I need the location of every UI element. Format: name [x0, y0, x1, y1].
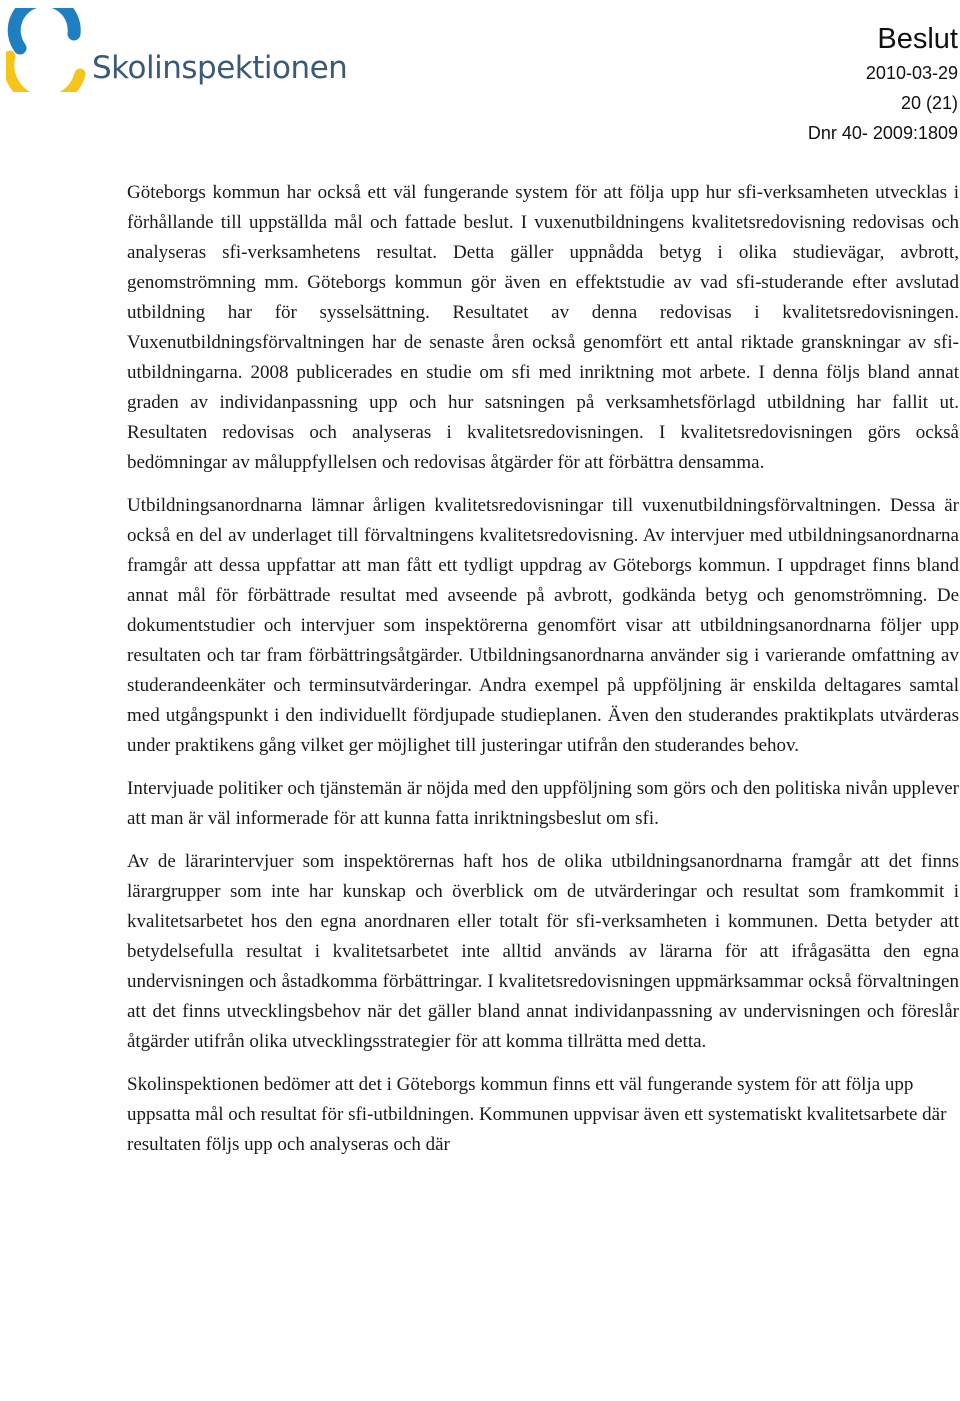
reference-number: Dnr 40- 2009:1809: [807, 123, 958, 143]
document-type: Beslut: [877, 23, 958, 55]
page-number: 20 (21): [900, 93, 958, 113]
document-date: 2010-03-29: [865, 63, 958, 83]
paragraph: Intervjuade politiker och tjänstemän är nöjda med den uppföljning som görs och den politiska nivån upplever att man är väl informerade för att kunna fatta inriktningsbeslut om sfi.: [127, 778, 959, 829]
paragraph: Av de lärarintervjuer som inspektörernas haft hos de olika utbildningsanordnarna framgår att det finns lärargrupper som inte har kunskap och överblick om de utvärderingar och resultat som framkommit i kvalitetsarbetet hos den egna anordnaren eller totalt för sfi-verksamheten i kommunen. Detta betyder att betydelsefulla resultat i kvalitetsarbetet inte alltid används av lärarna för att ifrågasätta den egna undervisningen och åstadkomma förbättringar. I kvalitetsredovisningen uppmärksammar också förvaltningen att det finns utvecklingsbehov när det gäller bland annat individanpassning av undervisningen och föreslår åtgärder utifrån olika utvecklingsstrategier för att komma tillrätta med detta.: [127, 851, 959, 1052]
document-meta: [808, 20, 958, 148]
skolinspektionen-logo: [6, 8, 346, 92]
paragraph: Göteborgs kommun har också ett väl fungerande system för att följa upp hur sfi-verksamheten utvecklas i förhållande till uppställda mål och fattade beslut. I vuxenutbildningens kvalitetsredovisning redovisas och analyseras sfi-verksamhetens resultat. Detta gäller uppnådda betyg i olika studievägar, avbrott, genomströmning mm. Göteborgs kommun gör även en effektstudie av vad sfi-studerande efter avslutad utbildning har för sysselsättning. Resultatet av denna redovisas i kvalitetsredovisningen. Vuxenutbildningsförvaltningen har de senaste åren också genomfört ett antal riktade granskningar av sfi-utbildningarna. 2008 publicerades en studie om sfi med inriktning mot arbete. I denna följs bland annat graden av individanpassning upp och hur satsningen på verksamhetsförlagd utbildning har fallit ut. Resultaten redovisas och analyseras i kvalitetsredovisningen. I kvalitetsredovisningen görs också bedömningar av måluppfyllelsen och redovisas åtgärder för att förbättra densamma.: [127, 182, 959, 473]
paragraph: Skolinspektionen bedömer att det i Göteborgs kommun finns ett väl fungerande system för att följa upp uppsatta mål och resultat för sfi-utbildningen. Kommunen uppvisar även ett systematiskt kvalitetsarbete där resultaten följs upp och analyseras och där: [127, 1074, 947, 1155]
document-body: [127, 178, 959, 1160]
logo-wordmark: Skolinspektionen: [92, 50, 348, 86]
paragraph: Utbildningsanordnarna lämnar årligen kvalitetsredovisningar till vuxenutbildningsförvaltningen. Dessa är också en del av underlaget till förvaltningens kvalitetsredovisning. Av intervjuer med utbildningsanordnarna framgår att dessa uppfattar att man fått ett tydligt uppdrag av Göteborgs kommun. I uppdraget finns bland annat mål för förbättrade resultat med avseende på avbrott, godkända betyg och genomströmning. De dokumentstudier och intervjuer som inspektörerna genomfört visar att utbildningsanordnarna följer upp resultaten och tar fram förbättringsåtgärder. Utbildningsanordnarna använder sig i varierande omfattning av studerandeenkäter och terminsutvärderingar. Andra exempel på uppföljning är enskilda deltagares samtal med utgångspunkt i den individuellt fördjupade studieplanen. Även den studerandes praktikplats utvärderas under praktikens gång vilket ger möjlighet till justeringar utifrån den studerandes behov.: [127, 495, 959, 756]
logo-mark-icon: [6, 8, 96, 92]
